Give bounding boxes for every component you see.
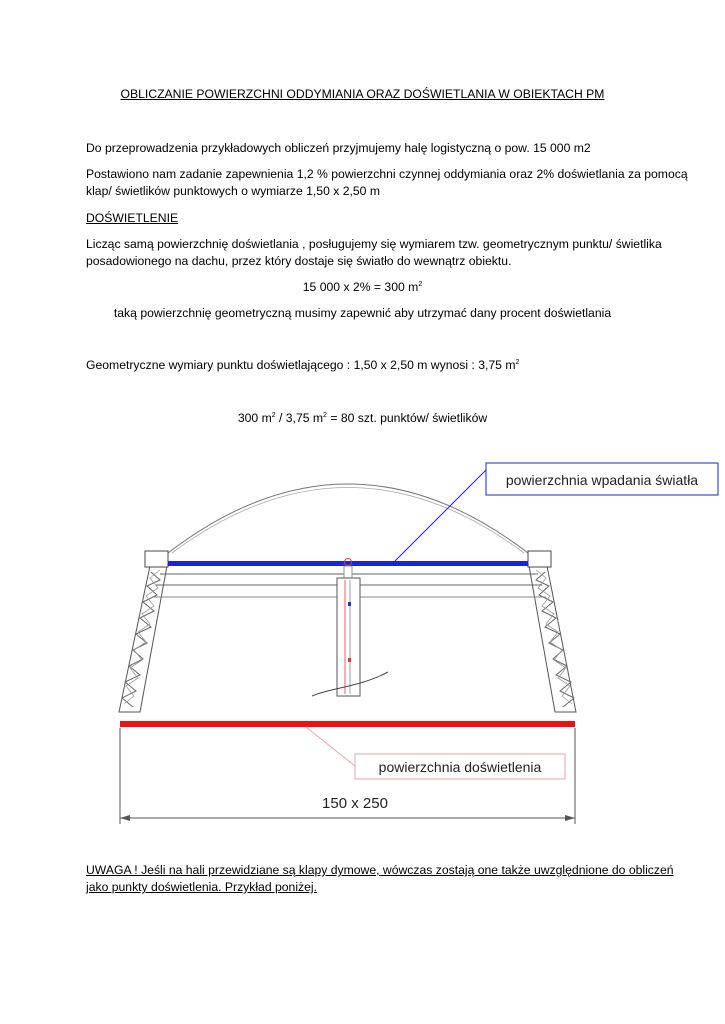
note-line-2: jako punkty doświetlenia. Przykład poniżej. [86,880,318,894]
calc-count-c: = 80 szt. punktów/ świetlików [326,411,488,425]
skylight-diagram [0,440,725,840]
top-callout-line [395,470,486,561]
top-label: powierzchnia wpadania światła [505,472,699,488]
note-line-1: UWAGA ! Jeśli na hali przewidziane są klapy dymowe, wówczas zostają one także uwzględnione do obliczeń [86,863,674,877]
right-upstand [529,566,576,712]
calc-area [0,279,725,296]
calc-area-sup: 2 [418,281,423,288]
geometry-line [86,357,519,374]
dimension-arrow-left [120,815,130,821]
method-line-2: posadowionego na dachu, przez który dostaje się światło do wewnątrz obiektu. [86,254,512,268]
calc-count-b-sup: 2 [323,412,327,419]
page-title: OBLICZANIE POWIERZCHNI ODDYMIANIA ORAZ DOŚWIETLANIA W OBIEKTACH PM [120,87,605,101]
right-frame-box [528,551,551,567]
left-frame-box [145,551,168,567]
dome-arc [168,484,528,553]
bottom-label: powierzchnia doświetlenia [378,759,542,775]
method-line-1: Licząc samą powierzchnię doświetlania , posługujemy się wymiarem tzw. geometrycznym punktu/ świetlika [86,237,662,251]
bottom-callout-line [306,727,355,766]
daylight-area-bar [120,721,575,727]
calc-count-a-sup: 2 [271,412,276,419]
actuator-post [337,559,360,697]
left-upstand [119,566,167,712]
dimension-label: 150 x 250 [322,795,388,812]
calc-count [0,410,725,427]
dimension-arrow-right [565,815,575,821]
calc-count-b: / 3,75 m [275,411,324,425]
assumptions-line-1: Postawiono nam zadanie zapewnienia 1,2 % powierzchni czynnej oddymiania oraz 2% doświetlania za pomocą [86,167,688,181]
dome-arc-inner [172,488,524,554]
intro-paragraph: Do przeprowadzenia przykładowych obliczeń przyjmujemy halę logistyczną o pow. 15 000 m2 [86,141,591,155]
assumptions-line-2: klap/ świetlików punktowych o wymiarze 1,50 x 2,50 m [86,184,380,198]
calc-count-a: 300 m [237,411,272,425]
calc-area-note: taką powierzchnię geometryczną musimy zapewnić aby utrzymać dany procent doświetlania [113,306,612,320]
geometry-sup: 2 [515,359,520,366]
geometry-text: Geometryczne wymiary punktu doświetlającego : 1,50 x 2,50 m wynosi : 3,75 m [86,358,516,372]
section-heading: DOŚWIETLENIE [86,211,179,225]
calc-area-text: 15 000 x 2% = 300 m [302,280,419,294]
